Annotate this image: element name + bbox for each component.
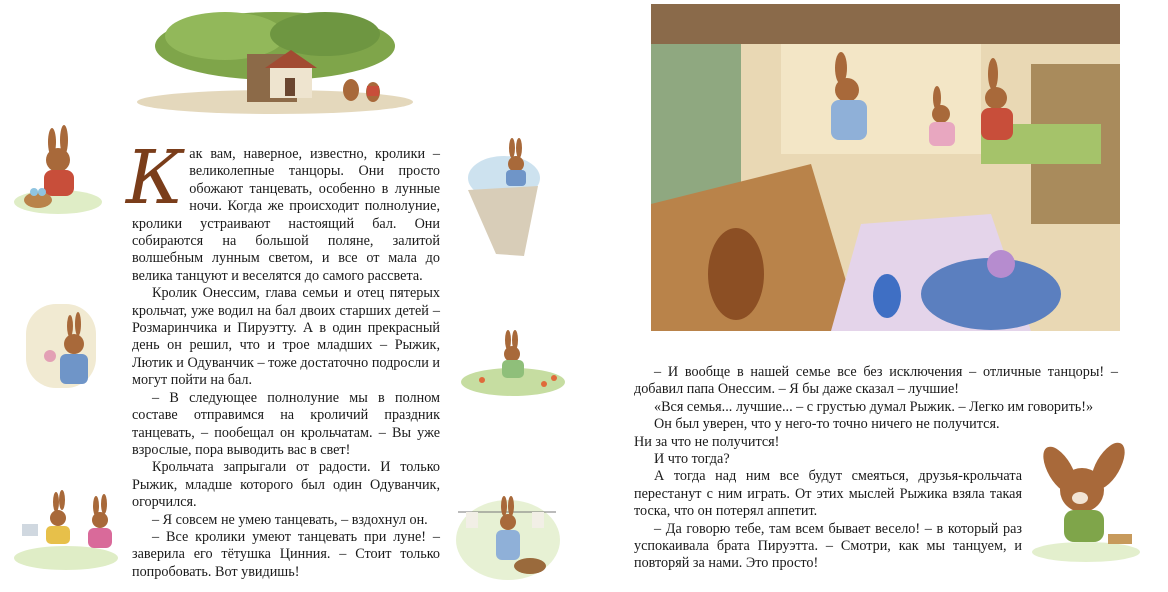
right-paragraph-5: И что тогда? [654,451,730,468]
right-paragraph-6: А тогда над ним все будут смеяться, друзья-крольчата перестанут с ним играть. От этих мыслей Рыжика взяла такая тоска, что он потерял аппетит. [634,468,1022,520]
left-paragraph-5: – Я совсем не умею танцевать, – вздохнул он. [152,511,428,528]
right-paragraph-2: «Вся семья... лучшие... – с грустью думал Рыжик. – Легко им говорить!» [654,398,1094,415]
right-paragraph-7: – Да говорю тебе, там всем бывает весело! – в который раз успокаивала брата Пируэтта. – Смотри, как мы танцуем, и повторяй за нами. Это просто! [634,520,1022,572]
drop-cap: К [126,135,184,221]
right-page [584,0,1168,592]
right-paragraph-4: Ни за что не получится! [634,433,780,450]
rabbits-dancing-illustration [12,488,120,570]
right-text-narrow [634,468,1022,572]
left-paragraph-6: – Все кролики умеют танцевать при луне! – заверила его тётушка Цинния. – Стоит только попробовать. Вот увидишь! [132,528,440,580]
family-interior-illustration [651,4,1120,331]
right-paragraph-3: Он был уверен, что у него-то точно ничего не получится. [654,416,1000,433]
left-paragraph-3: – В следующее полнолуние мы в полном составе отправимся на кроличий праздник танцевать, – пообещал он крольчатам. – Вы уже взрослые, пора выводить вас в свет! [132,389,440,458]
left-paragraph-4: Крольчата запрыгали от радости. И только Рыжик, младше которого был один Одуванчик, огорчился. [132,459,440,511]
left-paragraph-1: Как вам, наверное, известно, кролики – великолепные танцоры. Они просто обожают танцевать, особенно в лунные ночи. Когда же происходит полнолуние, кролики устраивают настоящий бал. Они собираются на большой поляне, залитой волшебным лунным светом, и все от мала до велика танцуют и веселятся до самого рассвета. [126,135,440,284]
sad-rabbit-illustration [1020,436,1146,564]
rabbit-watering-flowers-illustration [458,328,568,398]
rabbit-on-cliff-illustration [460,138,542,258]
rabbit-with-basket-illustration [8,120,106,218]
rabbit-at-window-illustration [22,300,100,392]
right-paragraph-1: – И вообще в нашей семье все без исключения – отличные танцоры! – добавил папа Онессим. – Я бы даже сказал – лучшие! [634,364,1118,398]
tree-house-illustration [135,6,420,114]
left-paragraph-2: Кролик Онессим, глава семьи и отец пятерых крольчат, уже водил на бал двоих старших детей – Розмаринчика и Пируэтту. А в один прекрасный день он решил, что и трое младших – Рыжик, Лютик и Одуванчик – тоже достаточно подросли и могут пойти на бал. [132,285,440,389]
left-text-column [126,135,440,581]
rabbit-hanging-laundry-illustration [452,490,562,584]
